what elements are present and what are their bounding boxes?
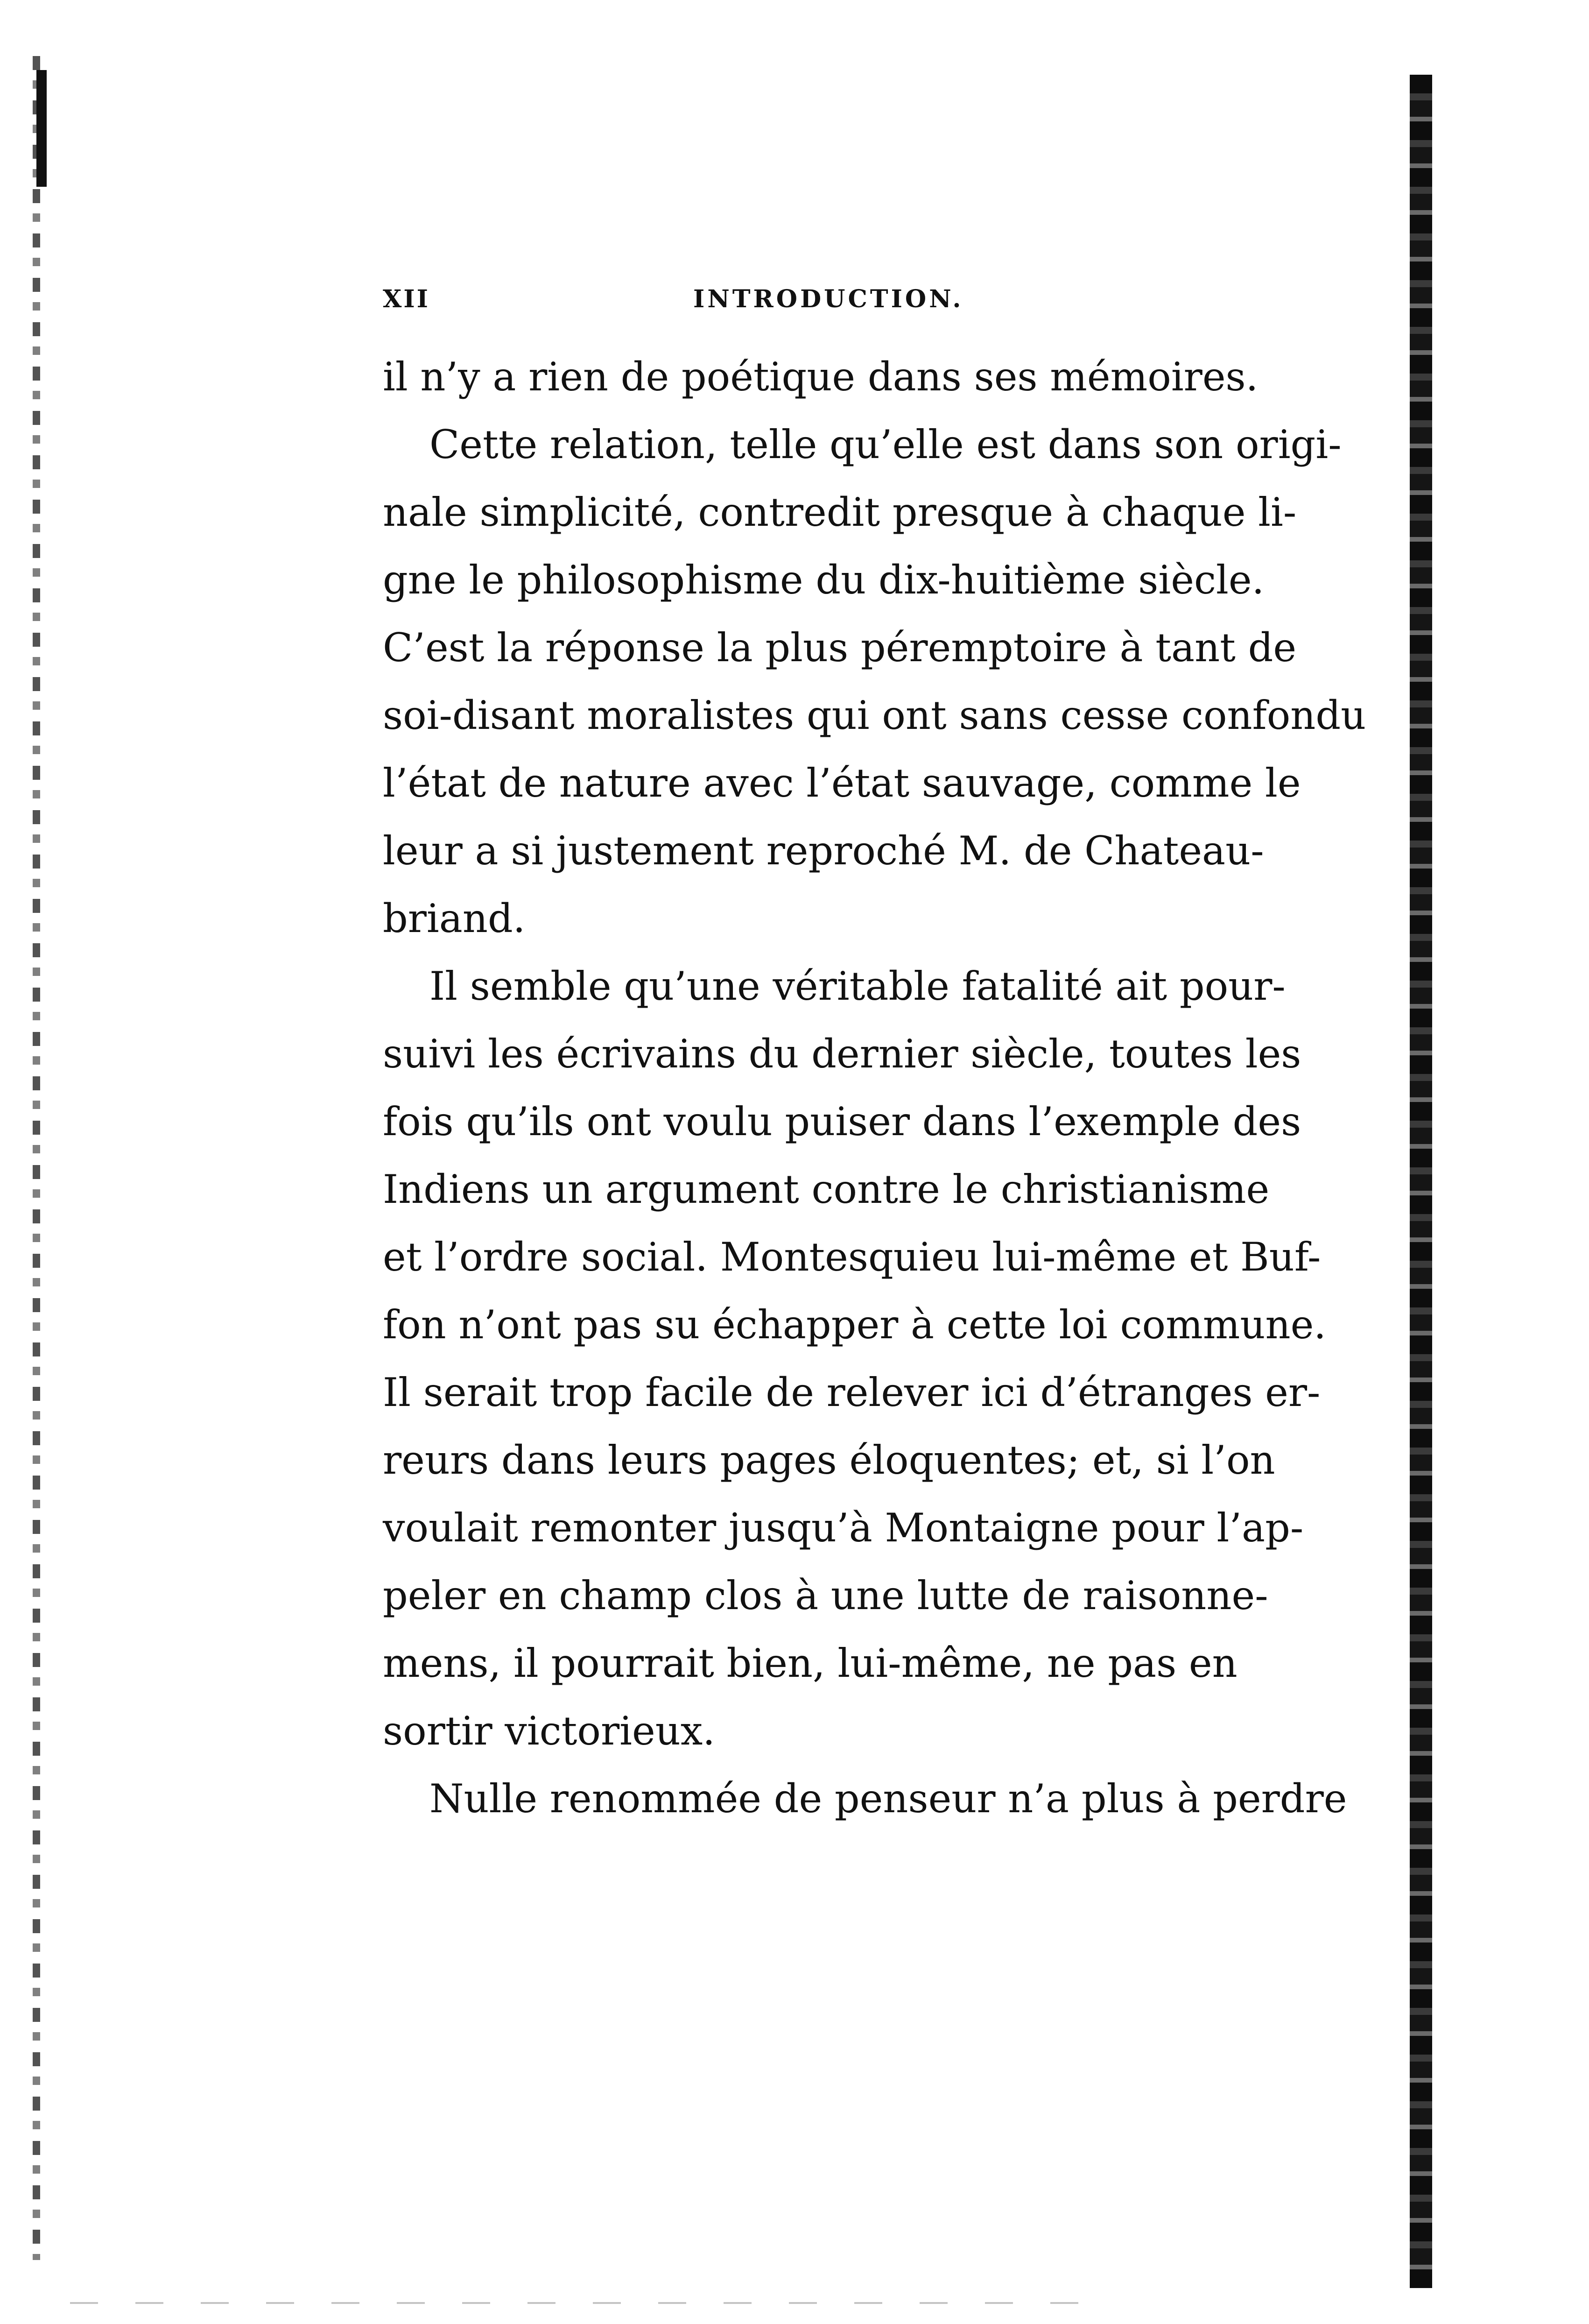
running-title: INTRODUCTION. bbox=[693, 285, 964, 313]
text-line: fois qu’ils ont voulu puiser dans l’exemple des bbox=[383, 1099, 1301, 1144]
text-line: l’état de nature avec l’état sauvage, comme le bbox=[383, 760, 1301, 806]
text-line: soi-disant moralistes qui ont sans cesse confondu bbox=[383, 692, 1366, 738]
left-page-edge-dark bbox=[36, 70, 47, 187]
text-line: Nulle renommée de penseur n’a plus à perdre bbox=[429, 1776, 1347, 1822]
text-line: mens, il pourrait bien, lui-même, ne pas en bbox=[383, 1640, 1237, 1686]
text-line: gne le philosophisme du dix-huitième siècle. bbox=[383, 557, 1265, 603]
text-line: suivi les écrivains du dernier siècle, toutes les bbox=[383, 1031, 1301, 1077]
bottom-edge bbox=[70, 2302, 1097, 2304]
right-page-edge bbox=[1410, 75, 1432, 2288]
text-line: Cette relation, telle qu’elle est dans son origi- bbox=[429, 422, 1342, 467]
text-line: fon n’ont pas su échapper à cette loi commune. bbox=[383, 1302, 1327, 1348]
text-line: reurs dans leurs pages éloquentes; et, si l’on bbox=[383, 1437, 1275, 1483]
text-line: nale simplicité, contredit presque à chaque li- bbox=[383, 489, 1297, 535]
text-line: C’est la réponse la plus péremptoire à tant de bbox=[383, 625, 1297, 671]
text-line: et l’ordre social. Montesquieu lui-même et Buf- bbox=[383, 1234, 1321, 1280]
text-line: voulait remonter jusqu’à Montaigne pour l’ap- bbox=[383, 1505, 1304, 1551]
text-line: sortir victorieux. bbox=[383, 1708, 715, 1754]
text-line: peler en champ clos à une lutte de raisonne- bbox=[383, 1573, 1268, 1618]
text-line: Il semble qu’une véritable fatalité ait pour- bbox=[429, 963, 1286, 1009]
body-text bbox=[383, 343, 1366, 1833]
page-header bbox=[383, 275, 1237, 322]
text-line: il n’y a rien de poétique dans ses mémoires. bbox=[383, 354, 1259, 400]
page-number: XII bbox=[383, 285, 430, 313]
text-line: briand. bbox=[383, 896, 526, 941]
text-line: Il serait trop facile de relever ici d’étranges er- bbox=[383, 1370, 1321, 1415]
left-page-edge bbox=[33, 56, 40, 2260]
text-line: leur a si justement reproché M. de Chateau- bbox=[383, 828, 1264, 874]
text-line: Indiens un argument contre le christianisme bbox=[383, 1166, 1270, 1212]
